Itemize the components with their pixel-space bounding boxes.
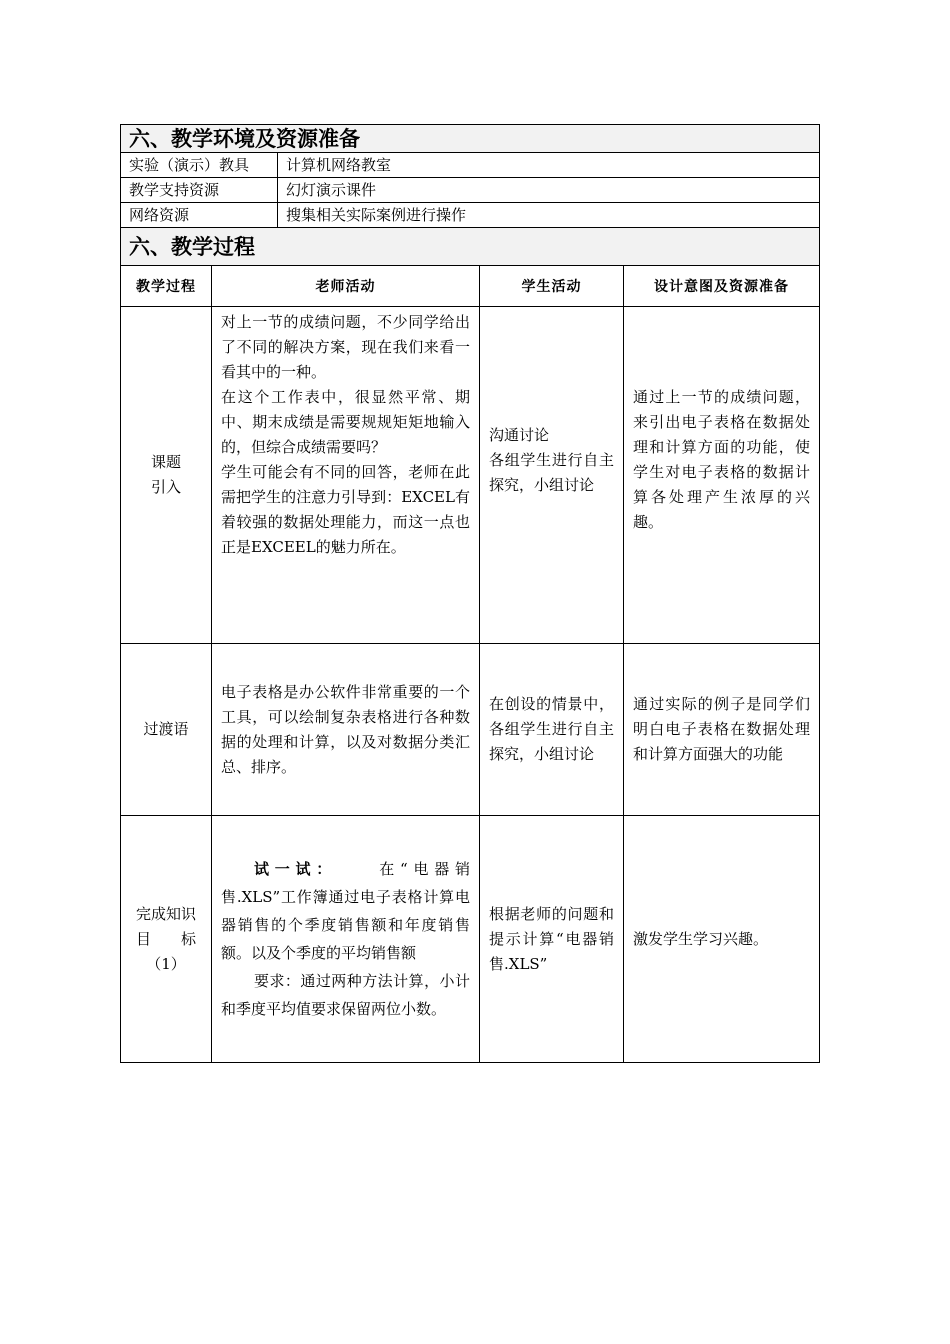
lesson-plan-document [120, 124, 819, 1063]
teacher-paragraph [221, 855, 470, 967]
stage-label: 引入 [150, 478, 181, 496]
stage-cell [121, 816, 212, 1063]
stage-label: 完成知识 [135, 904, 196, 923]
table-row [121, 178, 820, 203]
column-header-intent: 设计意图及资源准备 [624, 266, 820, 307]
student-activity-cell [480, 644, 624, 816]
stage-cell [121, 644, 212, 816]
table-row [121, 307, 820, 644]
teacher-paragraph: 电子表格是办公软件非常重要的一个工具，可以绘制复杂表格进行各种数据的处理和计算，以及对数据分类汇总、排序。 [221, 682, 470, 776]
resource-value: 搜集相关实际案例进行操作 [278, 203, 820, 228]
column-header-teacher: 老师活动 [212, 266, 480, 307]
design-intent-cell [624, 816, 820, 1063]
resource-label: 教学支持资源 [121, 178, 278, 203]
student-activity-cell [480, 816, 624, 1063]
resource-value: 计算机网络教室 [278, 153, 820, 178]
intent-paragraph: 通过上一节的成绩问题，来引出电子表格在数据处理和计算方面的功能，使学生对电子表格的数据计算各处理产生浓厚的兴趣。 [633, 388, 810, 531]
teacher-paragraph: 要求：通过两种方法计算，小计和季度平均值要求保留两位小数。 [221, 972, 470, 1018]
student-paragraph: 沟通讨论 [489, 425, 550, 444]
design-intent-cell [624, 307, 820, 644]
stage-label: 目 标 [135, 929, 196, 948]
resource-value: 幻灯演示课件 [278, 178, 820, 203]
teacher-activity-cell [212, 307, 480, 644]
table-row [121, 203, 820, 228]
table-row [121, 644, 820, 816]
student-paragraph: 各组学生进行自主探究，小组讨论 [489, 450, 614, 494]
teacher-task-text: 在“电器销售.XLS”工作簿通过电子表格计算电器销售的个季度销售额和年度销售额。以及个季度的平均销售额 [221, 860, 470, 962]
stage-cell [121, 307, 212, 644]
process-table [120, 227, 820, 1063]
environment-table [120, 124, 820, 228]
teacher-activity-cell [212, 644, 480, 816]
stage-label: 过渡语 [143, 720, 189, 738]
teacher-paragraph: 在这个工作表中，很显然平常、期中、期末成绩是需要规规矩矩地输入的，但综合成绩需要吗？ [221, 388, 470, 456]
resource-label: 实验（演示）教具 [121, 153, 278, 178]
table-row [121, 816, 820, 1063]
student-activity-cell [480, 307, 624, 644]
design-intent-cell [624, 644, 820, 816]
teacher-activity-cell [212, 816, 480, 1063]
column-header-student: 学生活动 [480, 266, 624, 307]
intent-paragraph: 激发学生学习兴趣。 [633, 929, 769, 948]
table-header-row [121, 266, 820, 307]
environment-section-title: 六、教学环境及资源准备 [121, 125, 820, 153]
stage-label: 课题 [150, 453, 181, 471]
student-paragraph: 在创设的情景中，各组学生进行自主探究，小组讨论 [489, 695, 614, 763]
student-paragraph: 根据老师的问题和提示计算“电器销售.XLS” [489, 904, 614, 973]
resource-label: 网络资源 [121, 203, 278, 228]
column-header-stage: 教学过程 [121, 266, 212, 307]
intent-paragraph: 通过实际的例子是同学们明白电子表格在数据处理和计算方面强大的功能 [633, 695, 810, 763]
stage-label: （1） [146, 954, 186, 973]
table-row [121, 153, 820, 178]
teacher-paragraph: 对上一节的成绩问题，不少同学给出了不同的解决方案，现在我们来看一看其中的一种。 [221, 313, 470, 381]
teacher-paragraph: 学生可能会有不同的回答，老师在此需把学生的注意力引导到：EXCEL有着较强的数据处理能力，而这一点也正是EXCEEL的魅力所在。 [221, 463, 470, 556]
try-it-label: 试一试： [254, 860, 338, 878]
process-section-title: 六、教学过程 [121, 228, 820, 266]
